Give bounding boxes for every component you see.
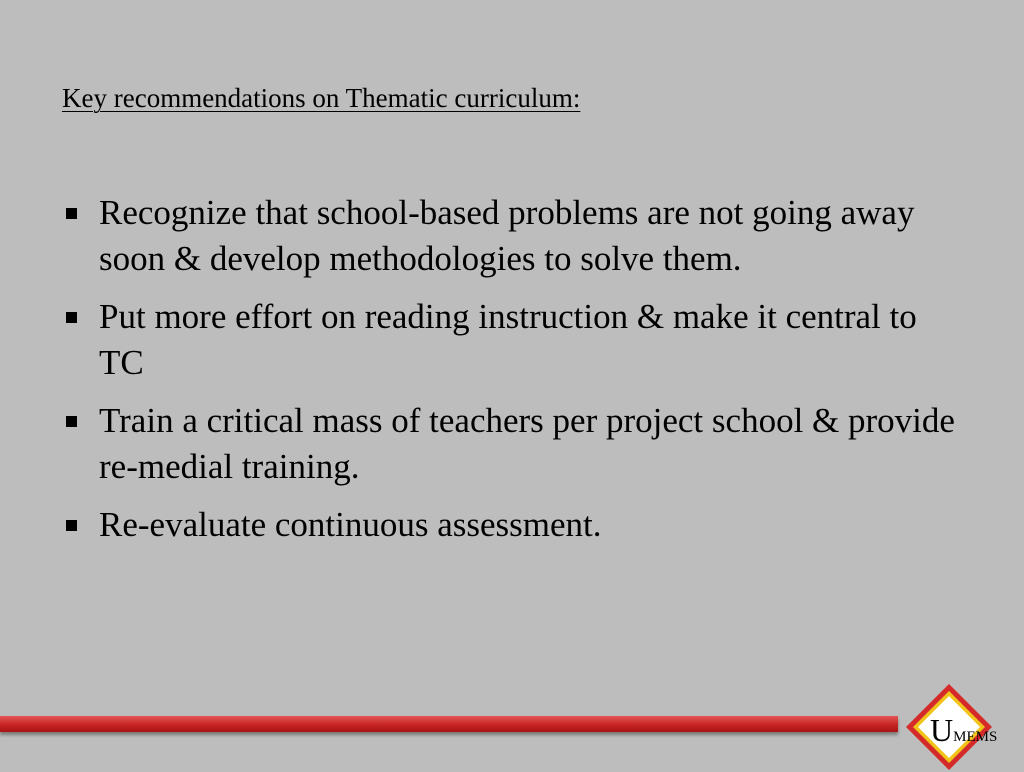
bullet-item <box>62 398 962 490</box>
bullet-text: Recognize that school-based problems are not going away soon & develop methodologies to solve them. <box>99 193 915 278</box>
square-bullet-icon <box>66 208 77 219</box>
bullet-item <box>62 502 962 548</box>
square-bullet-icon <box>66 520 77 531</box>
bullet-item <box>62 294 962 386</box>
logo-rest: MEMS <box>953 729 998 745</box>
bullet-text: Re-evaluate continuous assessment. <box>99 505 602 544</box>
square-bullet-icon <box>66 312 77 323</box>
bullet-text: Train a critical mass of teachers per project school & provide re-medial training. <box>99 401 955 486</box>
logo-text <box>930 712 998 752</box>
bullet-text: Put more effort on reading instruction & make it central to TC <box>99 297 917 382</box>
footer-bar <box>0 716 898 732</box>
square-bullet-icon <box>66 416 77 427</box>
slide-title: Key recommendations on Thematic curriculum: <box>62 83 581 113</box>
bullet-item <box>62 190 962 282</box>
logo-letter: U <box>930 712 954 748</box>
bullet-list <box>62 190 962 560</box>
